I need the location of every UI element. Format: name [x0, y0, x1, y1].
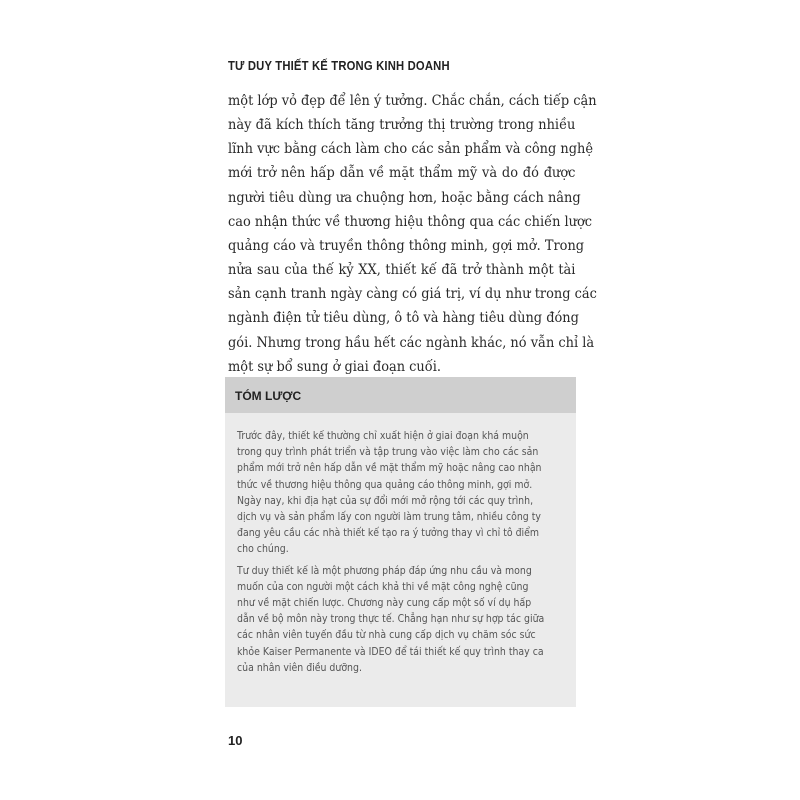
- summary-line: khỏe Kaiser Permanente và IDEO để tái thiết kế quy trình thay ca: [237, 646, 544, 658]
- body-line: gói. Nhưng trong hầu hết các ngành khác, nó vẫn chỉ là: [228, 334, 595, 351]
- summary-line: như về mặt chiến lược. Chương này cung cấp một số ví dụ hấp: [237, 598, 532, 610]
- summary-line: trong quy trình phát triển và tập trung vào việc làm cho các sản: [237, 447, 539, 459]
- body-paragraph: [228, 89, 597, 379]
- summary-line: phẩm mới trở nên hấp dẫn về mặt thẩm mỹ hoặc nâng cao nhận: [237, 463, 542, 475]
- summary-body: [237, 429, 565, 677]
- body-line: sản cạnh tranh ngày càng có giá trị, ví dụ như trong các: [228, 286, 597, 303]
- running-header-title: TƯ DUY THIẾT KẾ TRONG KINH DOANH: [228, 59, 450, 73]
- summary-line: Trước đây, thiết kế thường chỉ xuất hiện ở giai đoạn khá muộn: [237, 431, 529, 442]
- body-line: một lớp vỏ đẹp để lên ý tưởng. Chắc chắn, cách tiếp cận: [228, 93, 597, 109]
- body-line: mới trở nên hấp dẫn về mặt thẩm mỹ và do đó được: [228, 165, 576, 182]
- summary-line: của nhân viên điều dưỡng.: [237, 662, 362, 674]
- body-line: quảng cáo và truyền thông thông minh, gợi mở. Trong: [228, 237, 585, 254]
- body-line: một sự bổ sung ở giai đoạn cuối.: [228, 358, 441, 375]
- summary-line: cho chúng.: [237, 544, 289, 556]
- body-line: cao nhận thức về thương hiệu thông qua các chiến lược: [228, 213, 593, 230]
- summary-line: muốn của con người một cách khả thi về mặt công nghệ cũng: [237, 581, 529, 593]
- summary-line: đang yêu cầu các nhà thiết kế tạo ra ý tưởng thay vì chỉ tô điểm: [237, 528, 540, 540]
- body-line: nửa sau của thế kỷ XX, thiết kế đã trở thành một tài: [228, 262, 576, 279]
- body-line: này đã kích thích tăng trưởng thị trường trong nhiều: [228, 117, 576, 134]
- page-number: 10: [228, 733, 243, 748]
- summary-title: TÓM LƯỢC: [235, 389, 302, 403]
- body-line: người tiêu dùng ưa chuộng hơn, hoặc bằng cách nâng: [228, 189, 581, 206]
- summary-header-bar: [225, 377, 576, 413]
- summary-line: dịch vụ và sản phẩm lấy con người làm trung tâm, nhiều công ty: [237, 512, 541, 524]
- body-line: lĩnh vực bằng cách làm cho các sản phẩm và công nghệ: [228, 141, 594, 158]
- summary-box: [225, 377, 576, 707]
- body-line: ngành điện tử tiêu dùng, ô tô và hàng tiêu dùng đóng: [228, 310, 579, 327]
- summary-line: Ngày nay, khi địa hạt của sự đổi mới mở rộng tới các quy trình,: [237, 495, 534, 507]
- summary-line: dẫn về bộ môn này trong thực tế. Chẳng hạn như sự hợp tác giữa: [237, 614, 545, 626]
- summary-line: Tư duy thiết kế là một phương pháp đáp ứng nhu cầu và mong: [237, 565, 532, 577]
- summary-line: thức về thương hiệu thông qua quảng cáo thông minh, gợi mở.: [237, 479, 533, 491]
- summary-line: các nhân viên tuyến đầu từ nhà cung cấp dịch vụ chăm sóc sức: [237, 630, 536, 642]
